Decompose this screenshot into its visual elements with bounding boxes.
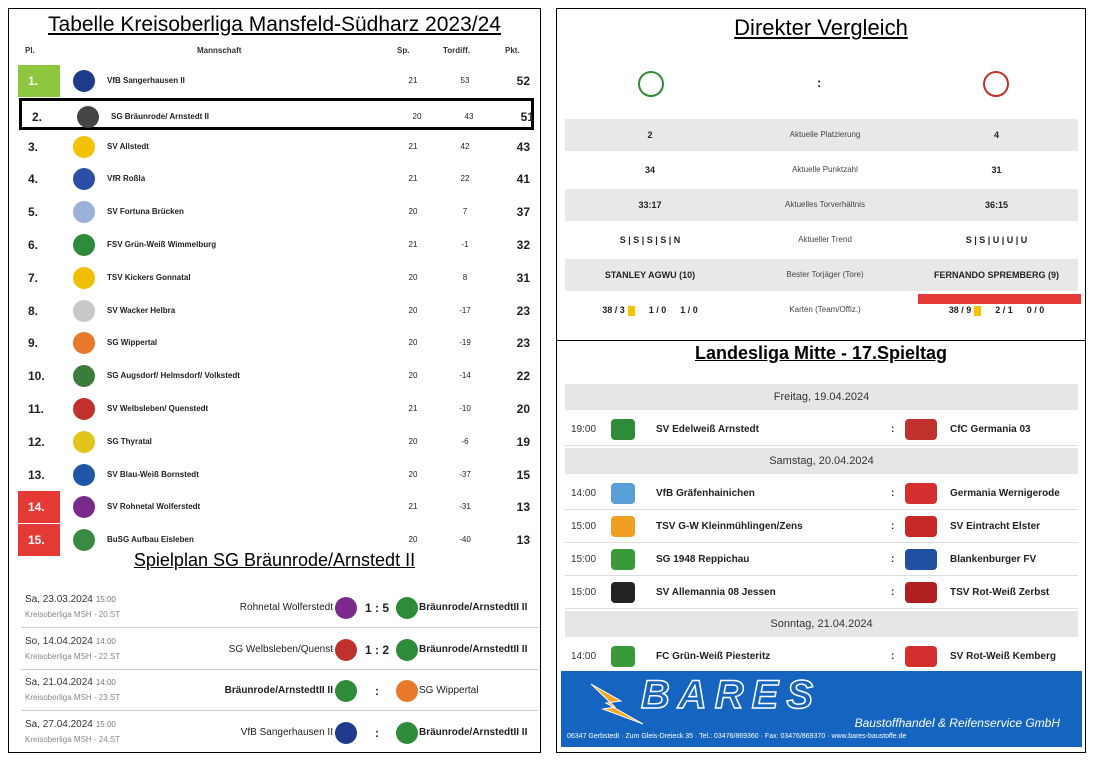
played-cell: 20	[408, 272, 418, 282]
table-row[interactable]	[18, 459, 533, 491]
table-row[interactable]	[18, 65, 533, 97]
home-crest-icon	[335, 722, 357, 744]
schedule-match[interactable]	[21, 671, 538, 711]
team-name[interactable]: VfR Roßla	[107, 174, 146, 184]
away-team[interactable]: Germania Wernigerode	[950, 488, 1060, 499]
card-count: 1 / 0	[680, 305, 698, 315]
away-value: 4	[993, 130, 999, 140]
comparison-row	[565, 189, 1078, 221]
points-cell: 37	[516, 205, 530, 220]
fixture-time: 14:00	[571, 651, 597, 662]
away-team[interactable]: Bräunrode/ArnstedtII II	[419, 643, 528, 655]
away-crest-icon	[905, 549, 937, 570]
goal-diff-cell: 42	[460, 141, 470, 151]
table-row[interactable]	[18, 295, 533, 327]
comparison-row	[565, 154, 1078, 186]
points-cell: 52	[516, 74, 530, 88]
played-cell: 21	[408, 404, 418, 413]
away-value: 31	[991, 165, 1002, 175]
away-crest-icon	[905, 646, 937, 667]
match-date-text: So, 14.04.2024	[25, 635, 93, 647]
col-team: Mannschaft	[197, 46, 242, 55]
home-cards	[565, 294, 735, 326]
match-date	[25, 636, 116, 647]
away-team[interactable]: Bräunrode/ArnstedtII II	[419, 726, 528, 738]
team-crest-icon	[73, 168, 95, 190]
goal-diff-cell: -31	[459, 502, 471, 512]
team-name[interactable]: SG Augsdorf/ Helmsdorf/ Volkstedt	[107, 371, 240, 381]
goal-diff-cell: 7	[462, 207, 468, 217]
col-goal-diff: Tordiff.	[443, 46, 470, 55]
team-crest-icon	[73, 365, 95, 387]
right-panel	[556, 8, 1086, 753]
away-value: S | S | U | U | U	[965, 235, 1028, 245]
rank-cell: 11.	[28, 402, 45, 416]
team-crest-icon	[73, 431, 95, 453]
team-name[interactable]: SV Welbsleben/ Quenstedt	[107, 404, 209, 413]
card-count: 38 / 3	[602, 305, 625, 315]
home-crest-icon	[611, 582, 635, 603]
goal-diff-cell: -1	[461, 240, 469, 249]
home-value: 33:17	[638, 200, 662, 210]
team-crest-icon	[73, 234, 95, 256]
rank-cell: 5.	[28, 205, 39, 220]
away-team[interactable]: TSV Rot-Weiß Zerbst	[950, 587, 1050, 598]
yellow-card-icon	[974, 306, 981, 316]
comparison-away-crest	[983, 71, 1009, 97]
home-team[interactable]: VfB Sangerhausen II	[240, 726, 333, 738]
match-time: 15:00	[95, 719, 116, 729]
played-cell: 20	[412, 111, 422, 121]
home-crest-icon	[611, 483, 635, 504]
played-cell: 21	[408, 76, 418, 85]
table-row[interactable]	[18, 262, 533, 294]
day-header: Freitag, 19.04.2024	[565, 384, 1078, 410]
comparison-label: Aktuelle Platzierung	[789, 130, 861, 139]
played-cell: 20	[408, 436, 418, 446]
team-crest-icon	[73, 332, 95, 354]
table-row[interactable]	[18, 327, 533, 359]
team-name[interactable]: SV Rohnetal Wolferstedt	[107, 502, 201, 512]
fixture-time: 15:00	[571, 587, 597, 598]
schedule-match[interactable]	[21, 713, 538, 753]
home-value: STANLEY AGWU (10)	[604, 270, 696, 280]
goal-diff-cell: 8	[462, 272, 468, 282]
standings-title: Tabelle Kreisoberliga Mansfeld-Südharz 2023/24	[48, 13, 501, 36]
team-crest-icon	[73, 201, 95, 223]
col-played: Sp.	[397, 46, 410, 55]
fixture-time: 15:00	[571, 521, 597, 532]
team-crest-icon	[73, 136, 95, 158]
match-league: Kreisoberliga MSH - 23.ST	[25, 693, 121, 702]
left-panel	[8, 8, 541, 753]
fixture-row[interactable]	[565, 576, 1078, 609]
table-row[interactable]	[18, 163, 533, 195]
comparison-row	[565, 259, 1078, 291]
fixture-time: 19:00	[571, 424, 597, 435]
sponsor-address: 06347 Gerbstedt · Zum Gleis-Dreieck 35 · Tel.: 03476/869360 · Fax: 03476/869370 · www.bares-baustoffe.de	[567, 733, 907, 740]
table-row[interactable]	[18, 426, 533, 458]
comparison-title: Direkter Vergleich	[734, 15, 908, 40]
home-crest-icon	[611, 646, 635, 667]
comparison-row	[565, 224, 1078, 256]
team-crest-icon	[73, 70, 95, 92]
away-team[interactable]: CfC Germania 03	[950, 424, 1031, 435]
home-team[interactable]: Bräunrode/ArnstedtII II	[224, 685, 333, 696]
home-crest-icon	[335, 597, 357, 619]
match-date	[25, 594, 116, 605]
team-crest-icon	[73, 300, 95, 322]
comparison-label: Aktuelle Punktzahl	[792, 165, 858, 174]
fixture-separator: :	[891, 554, 895, 565]
points-cell: 43	[516, 139, 530, 154]
away-crest-icon	[396, 680, 418, 702]
away-team[interactable]: SG Wippertal	[419, 685, 479, 696]
comparison-home-crest	[638, 71, 664, 97]
rank-cell: 12.	[28, 434, 45, 449]
landesliga-title: Landesliga Mitte - 17.Spieltag	[694, 343, 948, 363]
comparison-separator: :	[817, 75, 822, 90]
match-league: Kreisoberliga MSH - 22.ST	[25, 651, 121, 661]
fixture-separator: :	[891, 651, 895, 662]
team-name[interactable]: BuSG Aufbau Eisleben	[107, 535, 194, 545]
played-cell: 20	[408, 371, 418, 381]
rank-cell: 6.	[28, 238, 39, 252]
rank-cell: 1.	[18, 65, 60, 97]
goal-diff-cell: 53	[460, 76, 470, 85]
points-cell: 19	[516, 434, 530, 449]
match-score: :	[375, 725, 379, 740]
match-date	[25, 677, 116, 688]
match-date-text: Sa, 21.04.2024	[25, 677, 93, 688]
match-date-text: Sa, 27.04.2024	[25, 718, 93, 730]
played-cell: 21	[408, 174, 418, 184]
match-score: 1 : 2	[364, 642, 389, 657]
points-cell: 15	[516, 467, 530, 482]
points-cell: 51	[520, 109, 534, 124]
home-team[interactable]: SV Edelweiß Arnstedt	[656, 424, 759, 435]
table-row[interactable]	[18, 196, 533, 228]
match-time: 14:00	[95, 678, 116, 687]
fixture-time: 15:00	[571, 554, 597, 565]
played-cell: 20	[408, 338, 418, 348]
rank-cell: 7.	[28, 270, 39, 285]
played-cell: 21	[408, 502, 418, 512]
away-crest-icon	[905, 483, 937, 504]
comparison-label: Karten (Team/Offiz.)	[789, 305, 861, 314]
points-cell: 31	[516, 270, 530, 285]
team-name[interactable]: SV Blau-Weiß Bornstedt	[107, 469, 199, 479]
fixture-row[interactable]	[565, 543, 1078, 576]
card-count: 0 / 0	[1026, 305, 1045, 315]
match-time: 14:00	[95, 636, 116, 646]
rank-cell: 8.	[28, 303, 39, 318]
sponsor-banner[interactable]	[561, 671, 1082, 747]
goal-diff-cell: -6	[461, 436, 469, 446]
comparison-row	[565, 119, 1078, 151]
team-name[interactable]: VfB Sangerhausen II	[107, 76, 185, 85]
played-cell: 20	[408, 207, 418, 217]
rank-cell: 13.	[28, 467, 45, 482]
team-crest-icon	[77, 106, 99, 128]
schedule-title: Spielplan SG Bräunrode/Arnstedt II	[133, 550, 416, 570]
card-count: 2 / 1	[995, 305, 1013, 315]
home-value: 34	[644, 165, 655, 175]
away-crest-icon	[905, 516, 937, 537]
away-crest-icon	[905, 582, 937, 603]
goal-diff-cell: -37	[459, 469, 471, 479]
match-league: Kreisoberliga MSH - 24.ST	[25, 734, 121, 744]
fixture-separator: :	[891, 587, 895, 598]
team-name[interactable]: SV Wacker Helbra	[107, 305, 176, 315]
goal-diff-cell: -14	[459, 371, 471, 381]
away-team[interactable]: SV Rot-Weiß Kemberg	[950, 651, 1056, 662]
goal-diff-cell: 43	[464, 111, 474, 121]
sponsor-tagline: Baustoffhandel & Reifenservice GmbH	[854, 716, 1060, 730]
fixture-row[interactable]	[565, 477, 1078, 510]
away-crest-icon	[396, 722, 418, 744]
comparison-label: Aktuelles Torverhältnis	[785, 200, 865, 209]
col-points: Pkt.	[505, 46, 520, 55]
home-crest-icon	[611, 419, 635, 440]
away-team[interactable]: Bräunrode/ArnstedtII II	[419, 602, 528, 613]
away-value: FERNANDO SPREMBERG (9)	[933, 270, 1059, 280]
fixture-row[interactable]	[565, 640, 1078, 673]
comparison-row-cards	[565, 294, 1078, 326]
team-crest-icon	[73, 496, 95, 518]
goal-diff-cell: -40	[459, 535, 471, 545]
rank-cell: 10.	[28, 369, 45, 384]
played-cell: 21	[408, 240, 418, 249]
home-team[interactable]: SG 1948 Reppichau	[656, 554, 750, 565]
home-crest-icon	[611, 516, 635, 537]
played-cell: 20	[408, 305, 418, 315]
points-cell: 41	[516, 172, 530, 187]
fixture-row[interactable]	[565, 510, 1078, 543]
comparison-label: Aktueller Trend	[798, 235, 852, 244]
away-crest-icon	[905, 419, 937, 440]
table-row[interactable]	[18, 131, 533, 163]
rank-cell: 4.	[28, 172, 39, 187]
fixture-separator: :	[891, 488, 895, 499]
team-name[interactable]: SG Thyratal	[107, 436, 152, 446]
played-cell: 20	[408, 469, 418, 479]
table-row[interactable]	[19, 98, 534, 130]
team-name[interactable]: TSV Kickers Gonnatal	[107, 272, 191, 282]
fixture-row[interactable]	[565, 413, 1078, 446]
team-crest-icon	[73, 398, 95, 420]
team-name[interactable]: SG Wippertal	[107, 338, 158, 348]
home-team[interactable]: VfB Gräfenhainichen	[656, 488, 755, 499]
away-crest-icon	[396, 639, 418, 661]
team-name[interactable]: SV Fortuna Brücken	[107, 207, 184, 217]
points-cell: 22	[516, 369, 530, 384]
card-count: 1 / 0	[648, 305, 667, 315]
team-name[interactable]: SG Bräunrode/ Arnstedt II	[111, 111, 209, 121]
table-row[interactable]	[18, 360, 533, 392]
sponsor-name: BARES	[641, 673, 822, 717]
match-date	[25, 719, 116, 730]
goal-diff-cell: -17	[459, 305, 471, 315]
fixture-separator: :	[891, 521, 895, 532]
home-team[interactable]: SV Allemannia 08 Jessen	[656, 587, 776, 598]
rank-cell: 14.	[18, 491, 60, 523]
played-cell: 20	[408, 535, 418, 545]
comparison-label: Bester Torjäger (Tore)	[786, 270, 864, 279]
match-time: 15:00	[95, 595, 116, 604]
points-cell: 32	[516, 238, 530, 252]
card-count: 38 / 9	[948, 305, 972, 315]
away-value: 36:15	[984, 200, 1009, 210]
team-crest-icon	[73, 464, 95, 486]
points-cell: 20	[516, 402, 530, 416]
rank-cell: 15.	[18, 524, 60, 556]
home-team[interactable]: Rohnetal Wolferstedt	[239, 602, 333, 613]
schedule-match[interactable]	[21, 630, 538, 670]
goal-diff-cell: -10	[459, 404, 471, 413]
home-crest-icon	[335, 680, 357, 702]
home-value: S | S | S | S | N	[619, 235, 681, 245]
goal-diff-cell: 22	[460, 174, 470, 184]
team-name[interactable]: FSV Grün-Weiß Wimmelburg	[107, 240, 217, 249]
match-date-text: Sa, 23.03.2024	[25, 594, 93, 605]
fixture-separator: :	[891, 424, 895, 435]
team-name[interactable]: SV Allstedt	[107, 141, 149, 151]
away-cards	[915, 294, 1078, 326]
points-cell: 23	[516, 336, 530, 351]
home-crest-icon	[611, 549, 635, 570]
points-cell: 13	[516, 533, 530, 548]
away-crest-icon	[396, 597, 418, 619]
section-divider	[557, 340, 1085, 341]
played-cell: 21	[408, 141, 418, 151]
fixture-time: 14:00	[571, 488, 597, 499]
rank-cell: 3.	[28, 139, 39, 154]
day-header: Samstag, 20.04.2024	[565, 448, 1078, 474]
home-crest-icon	[335, 639, 357, 661]
home-team[interactable]: SG Welbsleben/Quenst	[228, 643, 333, 655]
home-team[interactable]: FC Grün-Weiß Piesteritz	[656, 651, 771, 662]
team-crest-icon	[73, 529, 95, 551]
away-team[interactable]: SV Eintracht Elster	[950, 521, 1041, 532]
table-row[interactable]	[18, 491, 533, 523]
home-value: 2	[647, 130, 653, 140]
table-row[interactable]	[18, 393, 533, 425]
team-crest-icon	[73, 267, 95, 289]
rank-cell: 9.	[28, 336, 39, 351]
rank-cell: 2.	[32, 109, 43, 124]
match-score: 1 : 5	[364, 601, 389, 615]
points-cell: 13	[516, 500, 530, 515]
table-row[interactable]	[18, 229, 533, 261]
col-rank: Pl.	[25, 46, 35, 55]
home-team[interactable]: TSV G-W Kleinmühlingen/Zens	[656, 521, 803, 532]
match-score: :	[375, 684, 379, 698]
away-team[interactable]: Blankenburger FV	[950, 554, 1037, 565]
day-header: Sonntag, 21.04.2024	[565, 611, 1078, 637]
goal-diff-cell: -19	[459, 338, 471, 348]
schedule-match[interactable]	[21, 588, 538, 628]
yellow-card-icon	[628, 306, 635, 316]
standings-header	[9, 43, 540, 61]
points-cell: 23	[516, 303, 530, 318]
match-league: Kreisoberliga MSH - 20.ST	[25, 610, 121, 619]
